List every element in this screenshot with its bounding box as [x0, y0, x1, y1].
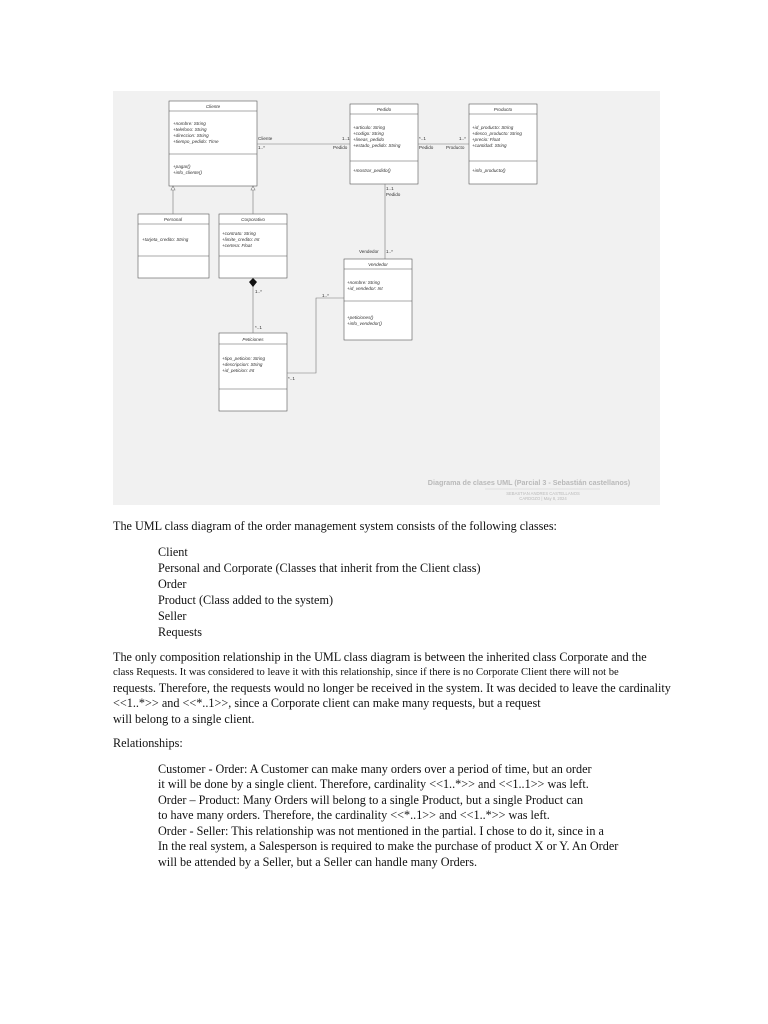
diagram-meta: CARDOZO | May 8, 2024: [519, 496, 567, 501]
inherit-arrow-corporativo: [251, 186, 255, 190]
class-attribute: +id_vendedor: Int: [347, 286, 383, 291]
uml-class-diagram: [113, 91, 660, 505]
role-label: Pedido: [386, 192, 401, 197]
role-label: Producto: [446, 145, 465, 150]
multiplicity-label: *..1: [419, 136, 426, 141]
class-attribute: +id_producto: String: [472, 125, 514, 130]
class-attribute: +nombre: String: [347, 280, 380, 285]
relationships-heading: Relationships:: [113, 736, 183, 750]
class-attribute: +tarjeta_credito: String: [142, 237, 189, 242]
class-attribute: +tiempo_pedido: Time: [173, 139, 219, 144]
class-attribute: +id_peticion: Int: [222, 368, 255, 373]
composition-diamond: [249, 278, 257, 287]
class-attribute: +nombre: String: [173, 121, 206, 126]
multiplicity-label: *..1: [255, 325, 262, 330]
assoc-peticiones-vendedor: [287, 298, 344, 373]
class-attribute: +articulo: String: [353, 125, 386, 130]
class-name: Corporativo: [241, 217, 265, 222]
class-name: Pedido: [376, 107, 392, 112]
class-name: Peticiones: [242, 337, 264, 342]
class-attribute: +certera: Float: [222, 243, 252, 248]
intro-paragraph: The UML class diagram of the order management system consists of the following classes:: [113, 519, 557, 533]
role-label: Pedido: [419, 145, 434, 150]
class-attribute: +descripcion: String: [222, 362, 263, 367]
class-attribute: +lineas_pedido: [353, 137, 385, 142]
class-attribute: +contrato: String: [222, 231, 256, 236]
class-attribute: +tipo_peticion: String: [222, 356, 266, 361]
class-attribute: +telefono: String: [173, 127, 207, 132]
class-box-vendedor: [344, 259, 412, 340]
class-name: Producto: [493, 107, 513, 112]
diagram-author: SEBASTIAN ANDRES CASTELLANOS: [506, 491, 580, 496]
class-box-personal: [138, 214, 209, 278]
class-name: Personal: [163, 217, 183, 222]
class-method: +info_vendedor(): [347, 321, 382, 326]
class-attribute: +precio: Float: [472, 137, 500, 142]
multiplicity-label: 1..*: [322, 293, 329, 298]
diagram-title: Diagrama de clases UML (Parcial 3 - Sebastián castellanos): [427, 478, 631, 487]
multiplicity-label: 1..1: [342, 136, 350, 141]
class-method: +mostrar_pedido(): [353, 168, 391, 173]
class-name: Cliente: [205, 104, 221, 109]
multiplicity-label: 1..*: [255, 289, 262, 294]
class-method: +info_cliente(): [173, 170, 202, 175]
class-method: +info_producto(): [472, 168, 506, 173]
role-label: Vendedor: [359, 249, 379, 254]
class-attribute: +desco_producto: String: [472, 131, 522, 136]
inherit-arrow-personal: [171, 186, 175, 190]
class-method: +peticiones(): [347, 315, 374, 320]
role-label: Cliente: [258, 136, 273, 141]
class-attribute: +cantidad: String: [472, 143, 507, 148]
multiplicity-label: 1..*: [459, 136, 466, 141]
class-method: +pagar(): [173, 164, 191, 169]
class-attribute: +direccion: String: [173, 133, 209, 138]
class-attribute: +limite_credito: Int: [222, 237, 260, 242]
multiplicity-label: 1..1: [386, 186, 394, 191]
class-attribute: +codigo: String: [353, 131, 384, 136]
multiplicity-label: *..1: [288, 376, 295, 381]
class-name: Vendedor: [368, 262, 388, 267]
multiplicity-label: 1..*: [258, 145, 265, 150]
role-label: Pedido: [333, 145, 348, 150]
composition-paragraph: The only composition relationship in the UML class diagram is between the inherited class Corporate and the class Requests. It was considered to leave it with this relationship, since if there is no Corporate Client there will not be requests. Therefore, the requests would no longer be received in the system. It was decided to leave the cardinality <<1..*>> and <<*..1>>, since a Corporate client can make many requests, but a request will belong to a single client.: [113, 650, 671, 726]
class-attribute: +estado_pedido: String: [353, 143, 401, 148]
multiplicity-label: 1..*: [386, 249, 393, 254]
